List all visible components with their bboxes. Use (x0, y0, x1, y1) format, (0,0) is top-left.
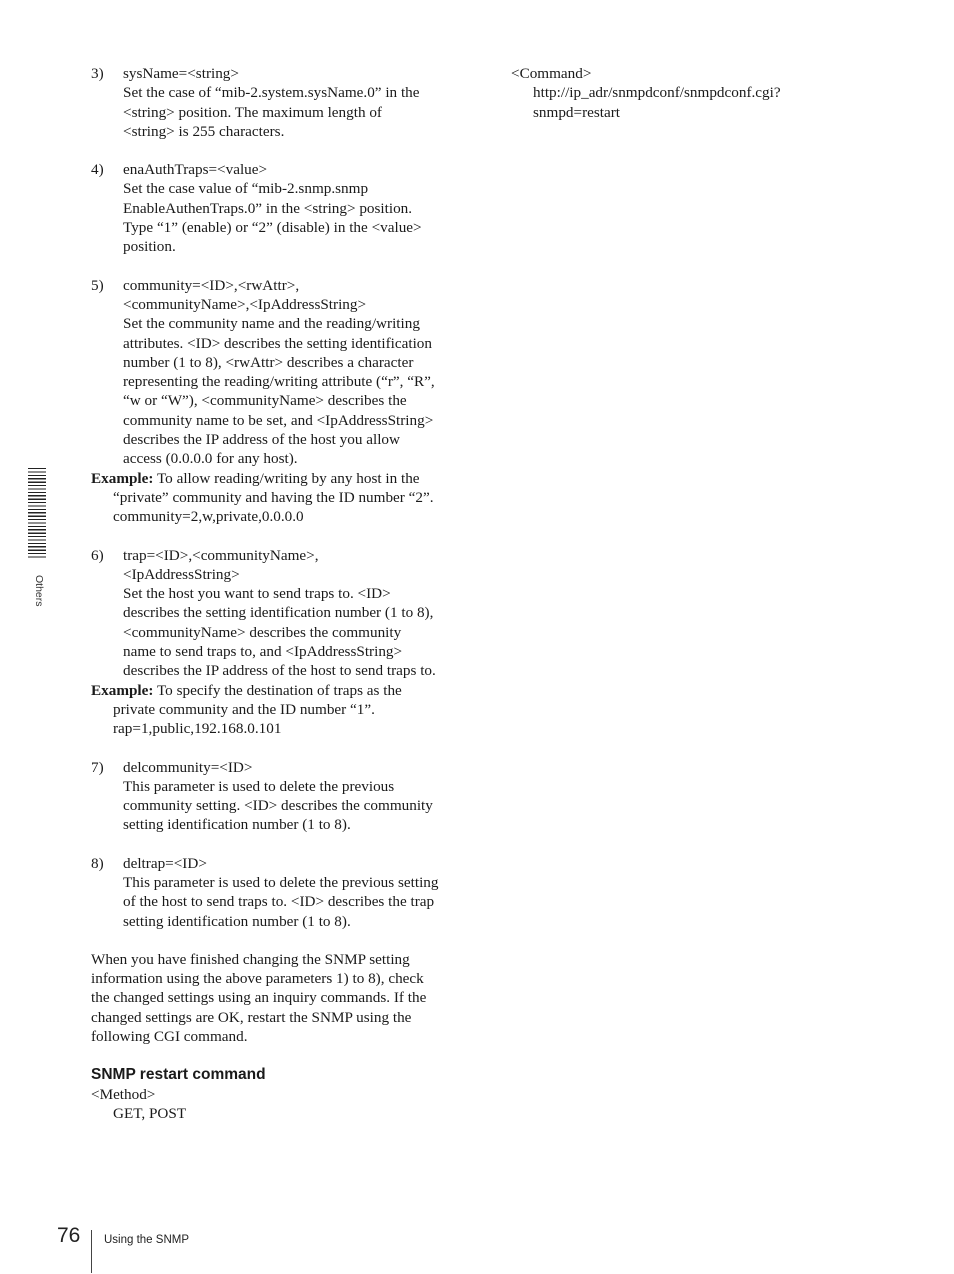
method-value: GET, POST (113, 1104, 187, 1122)
example-text: To specify the destination of traps as the (156, 681, 402, 699)
item-head: delcommunity=<ID> (123, 758, 253, 776)
item-body-line: This parameter is used to delete the previous setting (123, 873, 439, 891)
item-body-line: <IpAddressString> (123, 565, 240, 583)
right-column (511, 64, 911, 122)
example-text-line: private community and the ID number “1”. (113, 700, 375, 718)
item-body-line: access (0.0.0.0 for any host). (123, 450, 298, 468)
item-body-line: <communityName> describes the community (123, 623, 402, 641)
paragraph-line: following CGI command. (91, 1028, 248, 1046)
chapter-tab-marker (28, 468, 46, 560)
item-body-line: This parameter is used to delete the previous (123, 777, 395, 795)
closing-paragraph (91, 950, 476, 1046)
item-body-line: EnableAuthenTraps.0” in the <string> position. (123, 199, 413, 217)
item-number: 4) (91, 161, 104, 179)
item-number: 6) (91, 546, 104, 564)
item-body-line: describes the setting identification number (1 to 8), (123, 604, 434, 622)
item-body-line: describes the IP address of the host to send traps to. (123, 662, 436, 680)
paragraph-line: When you have finished changing the SNMP setting (91, 950, 410, 968)
item-head: trap=<ID>,<communityName>, (123, 546, 319, 564)
command-label: <Command> (511, 65, 592, 82)
item-body-line: Set the case value of “mib-2.snmp.snmp (123, 180, 369, 198)
item-head: sysName=<string> (123, 65, 239, 82)
parameter-item-6 (91, 546, 476, 739)
parameter-item-3 (91, 64, 476, 141)
command-line: snmpd=restart (533, 103, 621, 121)
item-body-line: attributes. <ID> describes the setting identification (123, 334, 432, 352)
item-body-line: Type “1” (enable) or “2” (disable) in the <value> (123, 219, 422, 237)
item-body-line: “w or “W”), <communityName> describes the (123, 392, 407, 410)
item-head: community=<ID>,<rwAttr>, (123, 276, 300, 294)
item-head: enaAuthTraps=<value> (123, 161, 268, 179)
item-body-line: <string> position. The maximum length of (123, 103, 382, 121)
item-body-line: Set the host you want to send traps to. <ID> (123, 585, 391, 603)
item-number: 5) (91, 276, 104, 294)
item-body-line: setting identification number (1 to 8). (123, 912, 351, 930)
method-label: <Method> (91, 1085, 156, 1103)
example (91, 469, 476, 488)
paragraph-line: changed settings are OK, restart the SNMP using the (91, 1008, 412, 1026)
item-body-line: name to send traps to, and <IpAddressString> (123, 643, 403, 661)
paragraph-line: the changed settings using an inquiry commands. If the (91, 989, 427, 1007)
example-command: rap=1,public,192.168.0.101 (113, 720, 282, 738)
example-text-line: “private” community and having the ID number “2”. (113, 488, 434, 506)
item-number: 3) (91, 65, 104, 82)
command-line: http://ip_adr/snmpdconf/snmpdconf.cgi? (533, 84, 781, 102)
item-body-line: <communityName>,<IpAddressString> (123, 295, 367, 313)
item-number: 7) (91, 758, 104, 776)
item-head: deltrap=<ID> (123, 854, 207, 872)
parameter-item-5 (91, 276, 476, 527)
example-command: community=2,w,private,0.0.0.0 (113, 508, 304, 526)
section-heading: SNMP restart command (91, 1066, 266, 1084)
page-number: 76 (57, 1224, 81, 1247)
item-body-line: Set the community name and the reading/writing (123, 315, 420, 333)
example-label: Example: (91, 469, 154, 487)
item-body-line: community setting. <ID> describes the community (123, 797, 433, 815)
item-body-line: describes the IP address of the host you allow (123, 431, 400, 449)
item-body-line: representing the reading/writing attribute (“r”, “R”, (123, 373, 435, 391)
parameter-item-7 (91, 758, 476, 835)
example-text: To allow reading/writing by any host in the (156, 469, 420, 487)
item-body-line: number (1 to 8), <rwAttr> describes a character (123, 353, 414, 371)
parameter-item-4 (91, 160, 476, 256)
item-body-line: community name to be set, and <IpAddressString> (123, 411, 434, 429)
footer-section-title: Using the SNMP (104, 1234, 190, 1246)
parameter-item-8 (91, 854, 476, 931)
left-column (91, 64, 476, 1123)
example-label: Example: (91, 681, 154, 699)
footer-divider (91, 1230, 92, 1273)
item-body-line: <string> is 255 characters. (123, 122, 285, 140)
item-body-line: setting identification number (1 to 8). (123, 816, 351, 834)
chapter-tab-label: Others (33, 575, 45, 607)
item-body-line: Set the case of “mib-2.system.sysName.0” in the (123, 84, 420, 102)
paragraph-line: information using the above parameters 1) to 8), check (91, 970, 424, 988)
item-body-line: of the host to send traps to. <ID> describes the trap (123, 893, 435, 911)
item-number: 8) (91, 854, 104, 872)
example (91, 681, 476, 700)
item-body-line: position. (123, 238, 176, 256)
